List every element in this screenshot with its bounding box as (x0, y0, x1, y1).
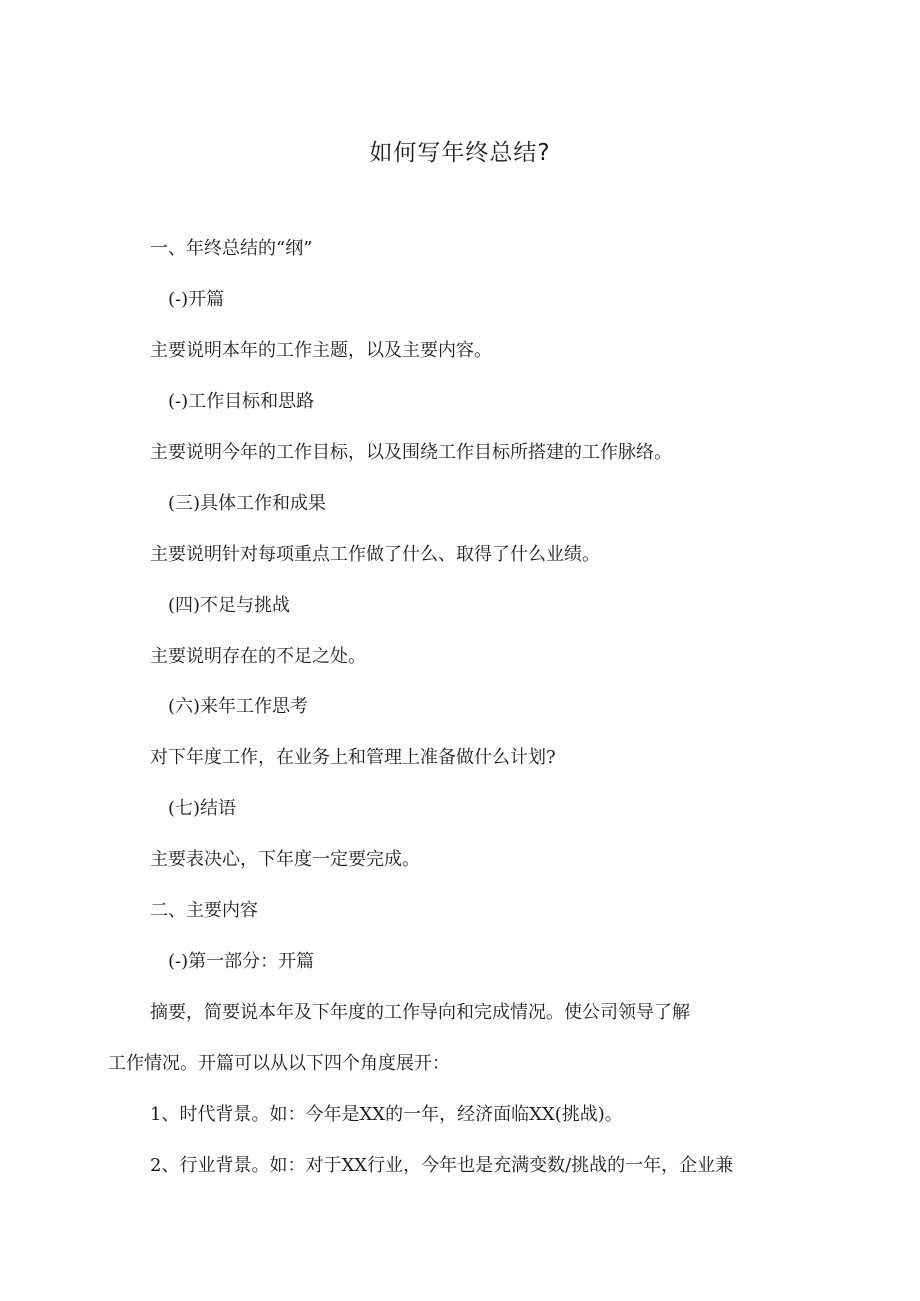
subsection-heading-next-year: (六)来年工作思考 (168, 696, 309, 717)
paragraph-challenges: 主要说明存在的不足之处。 (150, 646, 366, 667)
subsection-heading-part-one: (-)第一部分：开篇 (168, 951, 315, 972)
paragraph-goals: 主要说明今年的工作目标，以及围绕工作目标所搭建的工作脉络。 (150, 442, 672, 463)
paragraph-summary-continued: 工作情况。开篇可以从以下四个角度展开： (108, 1053, 450, 1074)
subsection-heading-opening: (-)开篇 (168, 289, 225, 310)
section-heading-2: 二、主要内容 (150, 900, 258, 921)
subsection-heading-goals: (-)工作目标和思路 (168, 391, 315, 412)
paragraph-opening: 主要说明本年的工作主题，以及主要内容。 (150, 340, 492, 361)
subsection-heading-closing: (七)结语 (168, 798, 237, 819)
subsection-heading-results: (三)具体工作和成果 (168, 493, 327, 514)
list-item-1: 1、时代背景。如：今年是XX的一年，经济面临XX(挑战)。 (150, 1104, 623, 1125)
subsection-heading-challenges: (四)不足与挑战 (168, 595, 291, 616)
document-title: 如何写年终总结? (369, 140, 551, 166)
paragraph-next-year: 对下年度工作，在业务上和管理上准备做什么计划? (150, 747, 556, 768)
paragraph-closing: 主要表决心，下年度一定要完成。 (150, 849, 420, 870)
paragraph-summary: 摘要，简要说本年及下年度的工作导向和完成情况。使公司领导了解 (150, 1002, 690, 1023)
list-item-2: 2、行业背景。如：对于XX行业，今年也是充满变数/挑战的一年，企业兼 (150, 1155, 734, 1176)
paragraph-results: 主要说明针对每项重点工作做了什么、取得了什么业绩。 (150, 544, 600, 565)
section-heading-1: 一、年终总结的“纲” (150, 238, 313, 259)
